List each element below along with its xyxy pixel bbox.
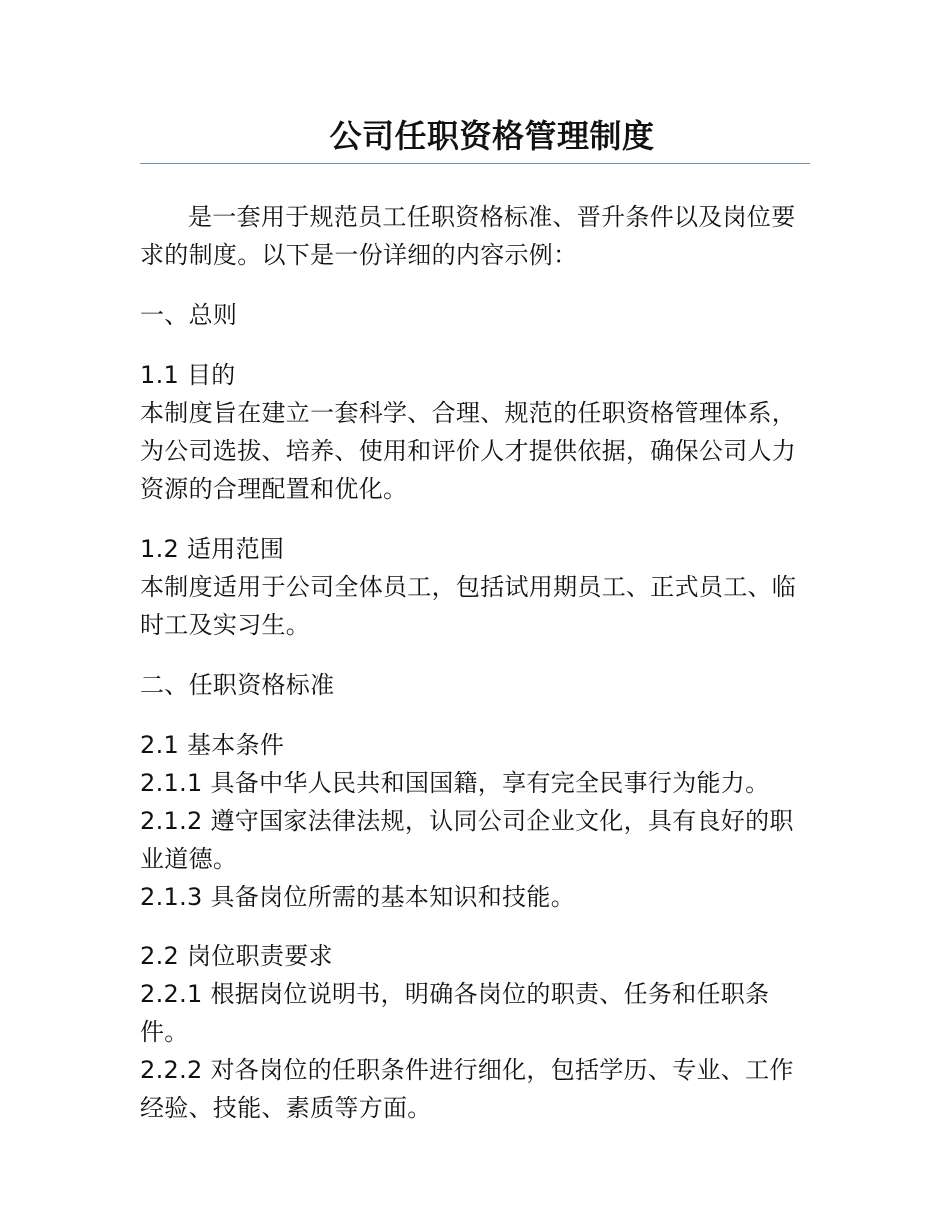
document-page — [140, 110, 810, 1127]
list-item: 2.2.1 根据岗位说明书，明确各岗位的职责、任务和任职条件。 — [140, 980, 770, 1046]
intro-paragraph: 是一套用于规范员工任职资格标准、晋升条件以及岗位要求的制度。以下是一份详细的内容示例： — [140, 203, 796, 269]
list-item: 2.2.2 对各岗位的任职条件进行细化，包括学历、专业、工作经验、技能、素质等方面。 — [140, 1056, 794, 1122]
subsection-body-scope: 本制度适用于公司全体员工，包括试用期员工、正式员工、临时工及实习生。 — [140, 573, 797, 639]
subsection-heading-purpose: 1.1 目的 — [140, 361, 236, 389]
document-title: 公司任职资格管理制度 — [329, 117, 655, 155]
section-heading-standards: 二、任职资格标准 — [140, 671, 335, 699]
title-underline — [140, 163, 810, 164]
list-item: 2.1.1 具备中华人民共和国国籍，享有完全民事行为能力。 — [140, 769, 770, 797]
subsection-heading-basic: 2.1 基本条件 — [140, 731, 285, 759]
subsection-heading-duties: 2.2 岗位职责要求 — [140, 942, 333, 970]
section-heading-general: 一、总则 — [140, 301, 238, 329]
list-item: 2.1.2 遵守国家法律法规，认同公司企业文化，具有良好的职业道德。 — [140, 807, 794, 873]
list-item: 2.1.3 具备岗位所需的基本知识和技能。 — [140, 883, 575, 911]
subsection-heading-scope: 1.2 适用范围 — [140, 535, 285, 563]
subsection-body-purpose: 本制度旨在建立一套科学、合理、规范的任职资格管理体系，为公司选拔、培养、使用和评价人才提供依据，确保公司人力资源的合理配置和优化。 — [140, 399, 797, 503]
